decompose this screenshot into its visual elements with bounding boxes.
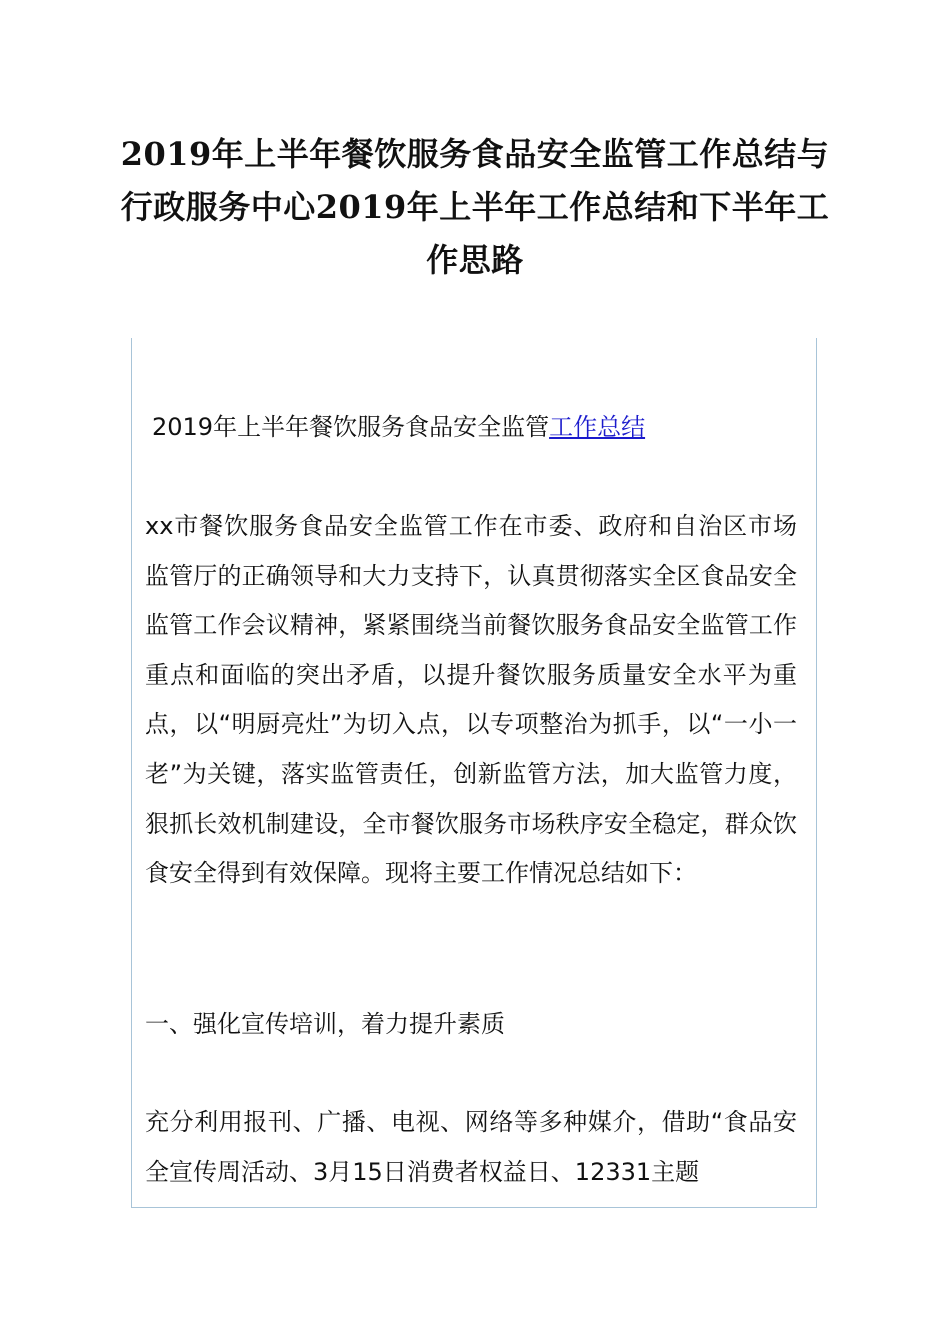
intro-paragraph: xx市餐饮服务食品安全监管工作在市委、政府和自治区市场监管厅的正确领导和大力支持下，认真贯彻落实全区食品安全监管工作会议精神，紧紧围绕当前餐饮服务食品安全监管工作重点和面临的突出矛盾，以提升餐饮服务质量安全水平为重点，以“明厨亮灶”为切入点，以专项整治为抓手，以“一小一老”为关键，落实监管责任，创新监管方法，加大监管力度，狠抓长效机制建设，全市餐饮服务市场秩序安全稳定，群众饮食安全得到有效保障。现将主要工作情况总结如下： [145, 512, 797, 888]
section-subheading [152, 408, 645, 446]
content-frame [131, 338, 817, 1208]
work-summary-link[interactable]: 工作总结 [549, 413, 646, 441]
document-title: 2019年上半年餐饮服务食品安全监管工作总结与行政服务中心2019年上半年工作总结和下半年工作思路 [120, 135, 830, 279]
section-1-body: 充分利用报刊、广播、电视、网络等多种媒介，借助“食品安全宣传周活动、3月15日消费者权益日、12331主题 [145, 1108, 797, 1186]
subheading-text: 2019年上半年餐饮服务食品安全监管 [152, 413, 550, 441]
section-1-heading: 一、强化宣传培训，着力提升素质 [145, 1010, 505, 1038]
